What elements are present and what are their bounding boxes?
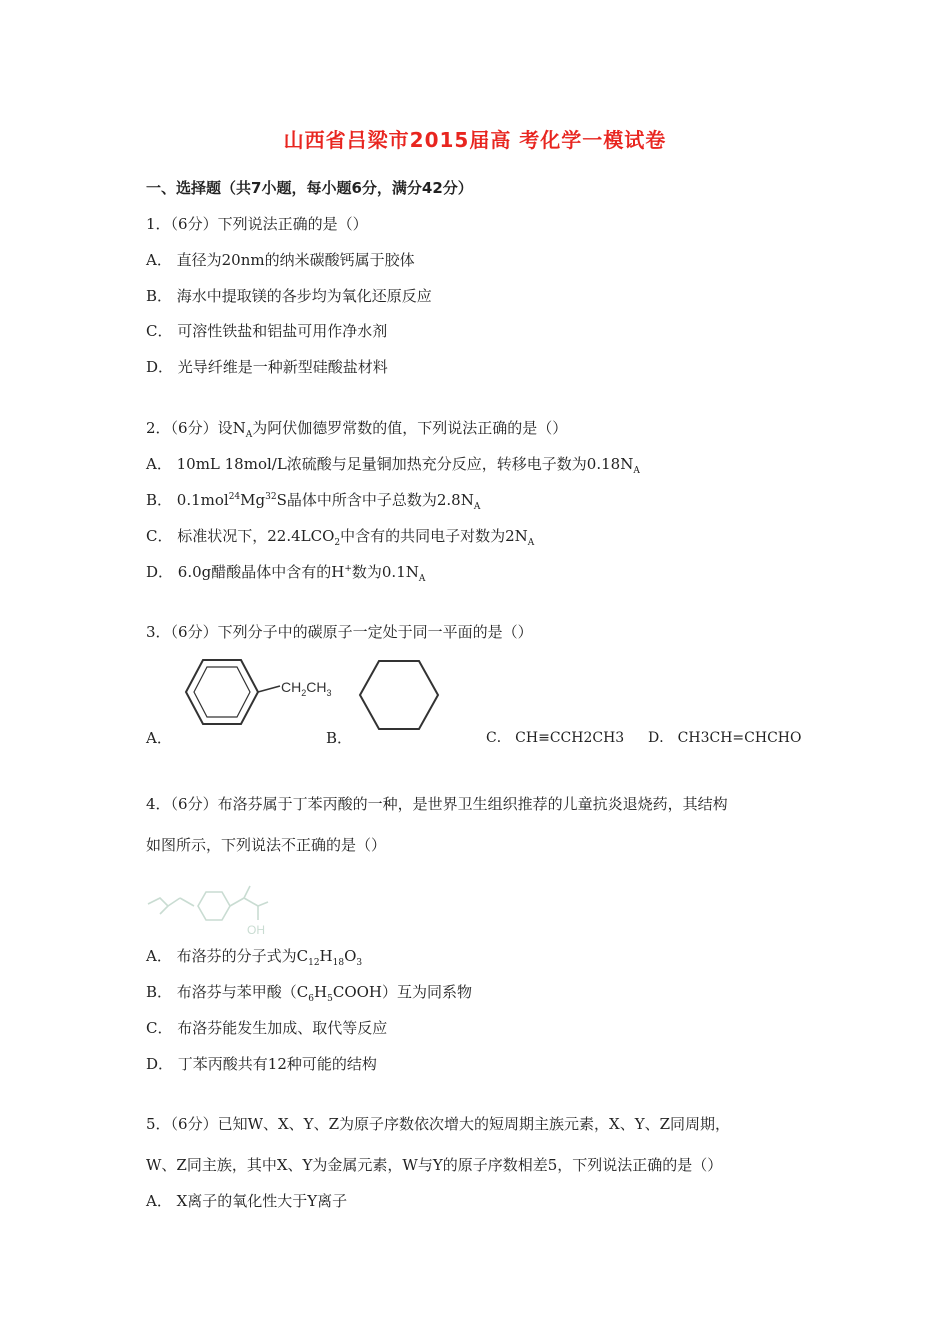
- q4-option-b: [146, 982, 472, 1002]
- q4-a-text-a: A． 布洛芬的分子式为C: [146, 947, 309, 965]
- q2-b-text-a: B． 0.1mol: [146, 491, 229, 509]
- q3-stem: 3．（6分）下列分子中的碳原子一定处于同一平面的是（）: [146, 623, 533, 641]
- q4-option-d: D． 丁苯丙酸共有12种可能的结构: [146, 1055, 377, 1073]
- q2-c-text-b: 中含有的共同电子对数为2N: [340, 527, 528, 545]
- q2-b-sup2: 32: [265, 492, 277, 502]
- ibuprofen-structure: [146, 872, 276, 938]
- q2-stem-sub: A: [245, 430, 253, 440]
- q4-b-text-a: B． 布洛芬与苯甲酸（C: [146, 983, 309, 1001]
- q4-a-sub2: 18: [332, 958, 345, 968]
- q2-stem: [146, 418, 567, 438]
- q4-b-text-c: COOH）互为同系物: [332, 983, 472, 1001]
- q4-a-sub3: 3: [356, 958, 363, 968]
- q4-a-text-c: O: [344, 947, 357, 965]
- q4-b-sub1: 6: [308, 994, 315, 1004]
- q2-d-text-a: D． 6.0g醋酸晶体中含有的H: [146, 563, 345, 581]
- q2-stem-text-b: 为阿伏伽德罗常数的值，下列说法正确的是（）: [252, 419, 568, 437]
- q2-option-d: [146, 562, 425, 582]
- q4-a-text-b: H: [319, 947, 333, 965]
- q4-a-sub1: 12: [308, 958, 320, 968]
- q1-option-a: A． 直径为20nm的纳米碳酸钙属于胶体: [146, 251, 415, 269]
- ibuprofen-oh-label: OH: [247, 923, 265, 937]
- q2-a-text: A． 10mL 18mol/L浓硫酸与足量铜加热充分反应，转移电子数为0.18N: [146, 455, 634, 473]
- q2-d-text-b: 数为0.1N: [351, 563, 419, 581]
- q5-stem-line2: W、Z同主族，其中X、Y为金属元素，W与Y的原子序数相差5，下列说法正确的是（）: [146, 1156, 723, 1174]
- q4-stem-line1: 4．（6分）布洛芬属于丁苯丙酸的一种，是世界卫生组织推荐的儿童抗炎退烧药，其结构: [146, 795, 728, 813]
- q2-b-text-b: Mg: [240, 491, 266, 509]
- ethyl-group-label: $CH_2CH_3$: [281, 679, 332, 698]
- q5-option-a: A． X离子的氧化性大于Y离子: [146, 1192, 348, 1210]
- q3-option-c: C． CH≡CCH2CH3: [486, 730, 625, 746]
- q4-option-c: C． 布洛芬能发生加成、取代等反应: [146, 1019, 388, 1037]
- q2-option-c: [146, 526, 534, 546]
- q2-a-sub: A: [633, 466, 640, 476]
- q1-stem: 1．（6分）下列说法正确的是（）: [146, 215, 368, 233]
- q4-stem-line2: 如图所示，下列说法不正确的是（）: [146, 836, 387, 854]
- q3-option-a: A．: [146, 729, 172, 747]
- q2-c-sub1: 2: [334, 538, 341, 548]
- section-heading: 一、选择题（共7小题，每小题6分，满分42分）: [146, 179, 473, 197]
- page-title: 山西省吕梁市2015届高 考化学一模试卷: [283, 128, 667, 152]
- q1-option-d: D． 光导纤维是一种新型硅酸盐材料: [146, 358, 388, 376]
- q3-option-d: D． CH3CH=CHCHO: [648, 730, 802, 746]
- q1-option-c: C． 可溶性铁盐和铝盐可用作净水剂: [146, 322, 388, 340]
- q2-b-sub: A: [473, 502, 481, 512]
- q2-c-text-a: C． 标准状况下，22.4LCO: [146, 527, 335, 545]
- q5-stem-line1: 5．（6分）已知W、X、Y、Z为原子序数依次增大的短周期主族元素，X、Y、Z同周期，: [146, 1115, 731, 1133]
- q2-c-sub2: A: [527, 538, 535, 548]
- q2-stem-text-a: 2．（6分）设N: [146, 419, 246, 437]
- q4-b-text-b: H: [314, 983, 328, 1001]
- q1-option-b: B． 海水中提取镁的各步均为氧化还原反应: [146, 287, 432, 305]
- q3-option-b: B．: [326, 729, 353, 747]
- ethylbenzene-structure: [176, 656, 336, 728]
- cyclohexane-structure: [356, 658, 442, 732]
- q4-b-sub2: 5: [327, 994, 333, 1004]
- q2-d-sup: +: [344, 564, 352, 574]
- q4-option-a: [146, 946, 362, 966]
- q2-option-a: [146, 454, 640, 474]
- q2-d-sub: A: [418, 574, 426, 584]
- q2-b-text-c: S晶体中所含中子总数为2.8N: [276, 491, 474, 509]
- q2-b-sup1: 24: [228, 492, 241, 502]
- q2-option-b: [146, 490, 480, 510]
